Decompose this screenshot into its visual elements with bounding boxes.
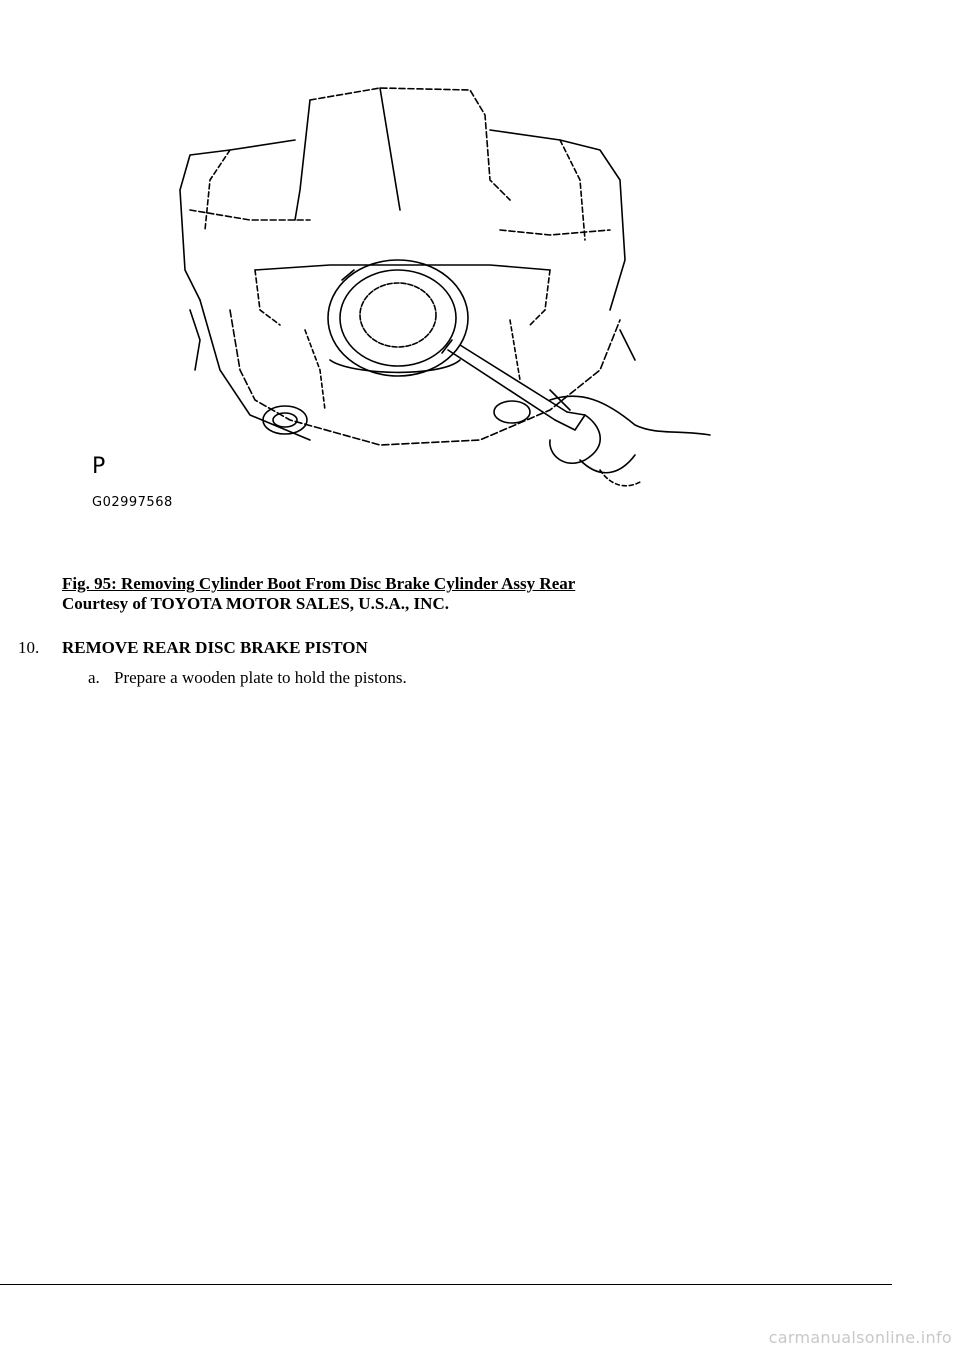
caliper-drawing <box>80 70 730 530</box>
step-number: 10. <box>18 638 40 657</box>
figure-caption: Fig. 95: Removing Cylinder Boot From Disc Brake Cylinder Assy Rear <box>62 574 576 593</box>
figure-courtesy: Courtesy of TOYOTA MOTOR SALES, U.S.A., INC. <box>62 594 449 613</box>
caliper-illustration <box>80 70 730 530</box>
watermark-text: carmanualsonline.info <box>768 1328 952 1347</box>
figure-code-label: G02997568 <box>92 495 173 510</box>
substep-letter: a. <box>88 668 100 687</box>
figure-letter-label: P <box>92 454 106 479</box>
footer-divider <box>0 1284 892 1285</box>
step-title: REMOVE REAR DISC BRAKE PISTON <box>62 638 368 657</box>
substep-text: Prepare a wooden plate to hold the pistons. <box>114 668 407 687</box>
